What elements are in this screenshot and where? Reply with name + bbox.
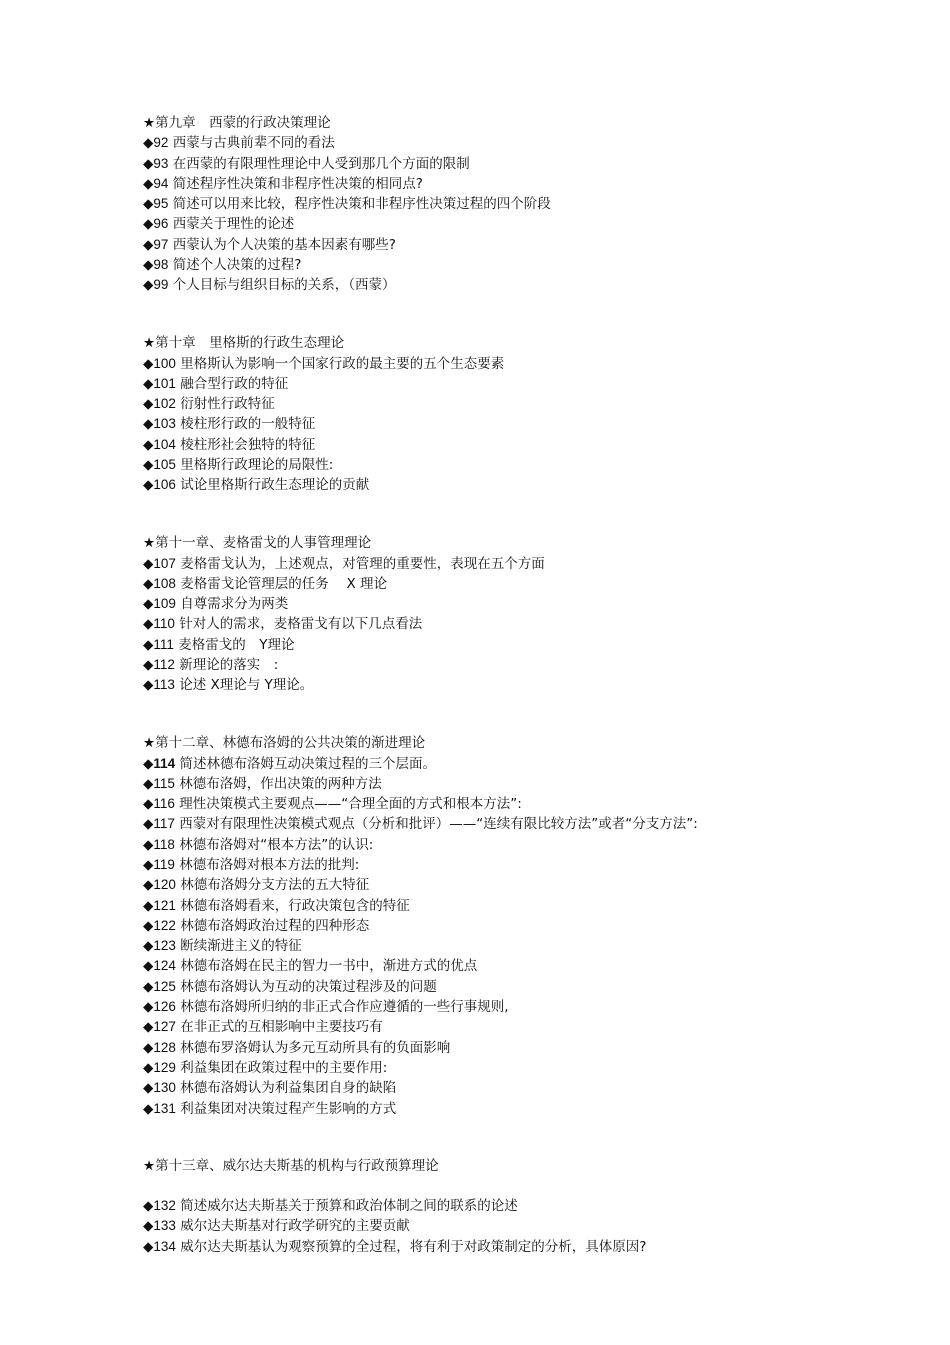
question-text: 麦格雷戈论管理层的任务 X 理论 [175, 575, 388, 592]
question-item [143, 635, 783, 655]
question-text: 西蒙认为个人决策的基本因素有哪些? [168, 236, 396, 253]
question-item [143, 214, 783, 234]
diamond-bullet-icon: ◆ [143, 917, 154, 934]
question-item [143, 354, 783, 374]
chapter-heading: ★第十章 里格斯的行政生态理论 [143, 335, 345, 352]
question-item [143, 394, 783, 414]
diamond-bullet-icon: ◆ [143, 196, 154, 213]
question-text: 在西蒙的有限理性理论中人受到那几个方面的限制 [168, 155, 470, 172]
question-item [143, 194, 783, 214]
question-item [143, 794, 783, 814]
question-text: 棱柱形社会独特的特征 [175, 436, 316, 453]
question-text: 自尊需求分为两类 [175, 596, 289, 613]
question-number: 134 [153, 1238, 176, 1254]
question-item [143, 455, 783, 475]
question-number: 127 [153, 1019, 176, 1035]
question-text: 里格斯行政理论的局限性: [175, 457, 334, 474]
question-number: 108 [153, 575, 176, 591]
question-text: 融合型行政的特征 [175, 375, 289, 392]
question-text: 林德布洛姆对根本方法的批判: [174, 856, 360, 873]
question-item [143, 435, 783, 455]
question-number: 115 [153, 775, 175, 791]
question-item [143, 1017, 783, 1037]
diamond-bullet-icon: ◆ [143, 1059, 154, 1076]
question-number: 119 [153, 856, 175, 872]
question-item [143, 133, 783, 153]
question-number: 122 [153, 917, 176, 933]
question-number: 112 [153, 657, 175, 673]
question-number: 124 [153, 958, 176, 974]
document-page [143, 114, 783, 1257]
question-number: 94 [153, 175, 169, 191]
question-item [143, 936, 783, 956]
question-item [143, 275, 783, 295]
question-number: 132 [153, 1198, 176, 1214]
question-text: 林德布洛姆分支方法的五大特征 [175, 877, 370, 894]
question-item [143, 977, 783, 997]
question-number: 128 [153, 1039, 176, 1055]
diamond-bullet-icon: ◆ [143, 877, 154, 894]
heading-gap [143, 1177, 783, 1196]
question-text: 简述林德布洛姆互动决策过程的三个层面。 [175, 755, 436, 772]
question-text: 林德布洛姆在民主的智力一书中，渐进方式的优点 [175, 958, 478, 975]
question-number: 105 [153, 457, 176, 473]
diamond-bullet-icon: ◆ [143, 958, 154, 975]
question-item [143, 956, 783, 976]
diamond-bullet-icon: ◆ [143, 236, 154, 253]
question-text: 威尔达夫斯基对行政学研究的主要贡献 [175, 1218, 410, 1235]
question-item [143, 235, 783, 255]
chapter-heading: ★第十二章、林德布洛姆的公共决策的渐进理论 [143, 735, 426, 752]
question-number: 131 [153, 1100, 176, 1116]
question-number: 93 [153, 155, 169, 171]
question-text: 林德布洛姆看来，行政决策包含的特征 [175, 897, 410, 914]
diamond-bullet-icon: ◆ [143, 897, 154, 914]
diamond-bullet-icon: ◆ [143, 375, 154, 392]
question-number: 111 [153, 636, 174, 652]
question-item [143, 1099, 783, 1119]
question-item [143, 374, 783, 394]
diamond-bullet-icon: ◆ [143, 596, 154, 613]
diamond-bullet-icon: ◆ [143, 816, 154, 833]
diamond-bullet-icon: ◆ [143, 1238, 154, 1255]
question-number: 96 [153, 216, 169, 232]
question-text: 西蒙对有限理性决策模式观点（分析和批评）——“连续有限比较方法”或者“分支方法”: [174, 816, 698, 833]
question-number: 92 [153, 135, 169, 151]
question-text: 理性决策模式主要观点——“合理全面的方式和根本方法”: [174, 796, 522, 813]
question-item [143, 475, 783, 495]
question-text: 林德布罗洛姆认为多元互动所具有的负面影响 [175, 1039, 451, 1056]
question-number: 118 [153, 836, 175, 852]
diamond-bullet-icon: ◆ [143, 775, 154, 792]
question-text: 个人目标与组织目标的关系，（西蒙） [168, 277, 396, 294]
question-text: 针对人的需求，麦格雷戈有以下几点看法 [174, 616, 423, 633]
section-gap [143, 696, 783, 735]
question-text: 新理论的落实 : [174, 657, 279, 674]
question-item [143, 414, 783, 434]
question-text: 林德布洛姆所归纳的非正式合作应遵循的一些行事规则, [175, 999, 509, 1016]
section-gap [143, 296, 783, 335]
question-number: 130 [153, 1080, 176, 1096]
question-item [143, 1078, 783, 1098]
question-number: 102 [153, 396, 176, 412]
question-text: 棱柱形行政的一般特征 [175, 416, 316, 433]
question-number: 104 [153, 436, 176, 452]
question-number: 106 [153, 477, 176, 493]
diamond-bullet-icon: ◆ [143, 135, 154, 152]
question-text: 威尔达夫斯基认为观察预算的全过程，将有利于对政策制定的分析，具体原因? [175, 1238, 647, 1255]
diamond-bullet-icon: ◆ [143, 396, 154, 413]
diamond-bullet-icon: ◆ [143, 836, 154, 853]
question-item [143, 154, 783, 174]
question-item [143, 835, 783, 855]
question-text: 利益集团对决策过程产生影响的方式 [175, 1100, 397, 1117]
question-item [143, 574, 783, 594]
question-number: 95 [153, 196, 169, 212]
diamond-bullet-icon: ◆ [143, 1100, 154, 1117]
diamond-bullet-icon: ◆ [143, 575, 154, 592]
question-item [143, 675, 783, 695]
section-gap [143, 496, 783, 535]
diamond-bullet-icon: ◆ [143, 155, 154, 172]
question-number: 126 [153, 999, 176, 1015]
question-text: 西蒙关于理性的论述 [168, 216, 295, 233]
question-text: 简述威尔达夫斯基关于预算和政治体制之间的联系的论述 [175, 1198, 518, 1215]
question-item [143, 1038, 783, 1058]
diamond-bullet-icon: ◆ [143, 457, 154, 474]
question-text: 论述 X理论与 Y理论。 [174, 677, 314, 694]
question-item [143, 754, 783, 774]
question-item [143, 875, 783, 895]
question-text: 断续渐进主义的特征 [175, 938, 302, 955]
question-text: 林德布洛姆认为互动的决策过程涉及的问题 [175, 978, 437, 995]
question-text: 利益集团在政策过程中的主要作用: [175, 1059, 388, 1076]
question-text: 林德布洛姆，作出决策的两种方法 [174, 775, 382, 792]
question-item [143, 614, 783, 634]
chapter-heading: ★第九章 西蒙的行政决策理论 [143, 115, 331, 131]
diamond-bullet-icon: ◆ [143, 436, 154, 453]
question-number: 114 [153, 755, 176, 771]
question-number: 110 [153, 616, 175, 632]
diamond-bullet-icon: ◆ [143, 355, 154, 372]
question-number: 117 [153, 816, 175, 832]
diamond-bullet-icon: ◆ [143, 796, 154, 813]
diamond-bullet-icon: ◆ [143, 938, 154, 955]
question-text: 简述程序性决策和非程序性决策的相同点? [168, 175, 423, 192]
question-text: 试论里格斯行政生态理论的贡献 [175, 477, 370, 494]
diamond-bullet-icon: ◆ [143, 1080, 154, 1097]
question-text: 简述可以用来比较，程序性决策和非程序性决策过程的四个阶段 [168, 196, 551, 213]
chapter-heading: ★第十三章、威尔达夫斯基的机构与行政预算理论 [143, 1158, 439, 1175]
diamond-bullet-icon: ◆ [143, 616, 154, 633]
question-number: 103 [153, 416, 176, 432]
question-text: 麦格雷戈认为，上述观点，对管理的重要性，表现在五个方面 [175, 555, 545, 572]
question-item [143, 1058, 783, 1078]
diamond-bullet-icon: ◆ [143, 277, 154, 294]
question-number: 113 [153, 677, 175, 693]
question-text: 简述个人决策的过程? [168, 257, 302, 274]
diamond-bullet-icon: ◆ [143, 477, 154, 494]
question-item [143, 1237, 783, 1257]
question-number: 101 [153, 375, 176, 391]
question-item [143, 255, 783, 275]
question-number: 116 [153, 796, 175, 812]
question-text: 林德布洛姆认为利益集团自身的缺陷 [175, 1080, 397, 1097]
diamond-bullet-icon: ◆ [143, 1019, 154, 1036]
question-item [143, 814, 783, 834]
question-item [143, 1196, 783, 1216]
question-number: 97 [153, 236, 169, 252]
diamond-bullet-icon: ◆ [143, 1218, 154, 1235]
diamond-bullet-icon: ◆ [143, 1198, 154, 1215]
question-item [143, 855, 783, 875]
question-item [143, 997, 783, 1017]
question-number: 125 [153, 978, 176, 994]
diamond-bullet-icon: ◆ [143, 1039, 154, 1056]
question-number: 133 [153, 1218, 176, 1234]
diamond-bullet-icon: ◆ [143, 856, 154, 873]
question-text: 里格斯认为影响一个国家行政的最主要的五个生态要素 [175, 355, 505, 372]
diamond-bullet-icon: ◆ [143, 978, 154, 995]
question-text: 在非正式的互相影响中主要技巧有 [175, 1019, 383, 1036]
question-text: 衍射性行政特征 [175, 396, 275, 413]
question-item [143, 554, 783, 574]
question-text: 林德布洛姆政治过程的四种形态 [175, 917, 370, 934]
question-number: 98 [153, 257, 169, 273]
question-item [143, 174, 783, 194]
diamond-bullet-icon: ◆ [143, 216, 154, 233]
question-number: 129 [153, 1059, 176, 1075]
question-text: 西蒙与古典前辈不同的看法 [168, 135, 335, 152]
question-number: 100 [153, 355, 176, 371]
section-gap [143, 1119, 783, 1158]
question-item [143, 1216, 783, 1236]
diamond-bullet-icon: ◆ [143, 636, 154, 653]
question-number: 99 [153, 277, 169, 293]
diamond-bullet-icon: ◆ [143, 555, 154, 572]
question-number: 120 [153, 877, 176, 893]
question-number: 123 [153, 938, 176, 954]
question-number: 107 [153, 555, 176, 571]
diamond-bullet-icon: ◆ [143, 175, 154, 192]
diamond-bullet-icon: ◆ [143, 999, 154, 1016]
question-number: 121 [153, 897, 176, 913]
diamond-bullet-icon: ◆ [143, 416, 154, 433]
question-item [143, 594, 783, 614]
diamond-bullet-icon: ◆ [143, 257, 154, 274]
chapter-heading: ★第十一章、麦格雷戈的人事管理理论 [143, 535, 372, 552]
diamond-bullet-icon: ◆ [143, 755, 154, 772]
question-text: 麦格雷戈的 Y理论 [173, 636, 295, 653]
diamond-bullet-icon: ◆ [143, 677, 154, 694]
question-item [143, 896, 783, 916]
diamond-bullet-icon: ◆ [143, 657, 154, 674]
question-item [143, 655, 783, 675]
question-item [143, 774, 783, 794]
question-text: 林德布洛姆对“根本方法”的认识: [174, 836, 374, 853]
question-item [143, 916, 783, 936]
question-number: 109 [153, 596, 176, 612]
